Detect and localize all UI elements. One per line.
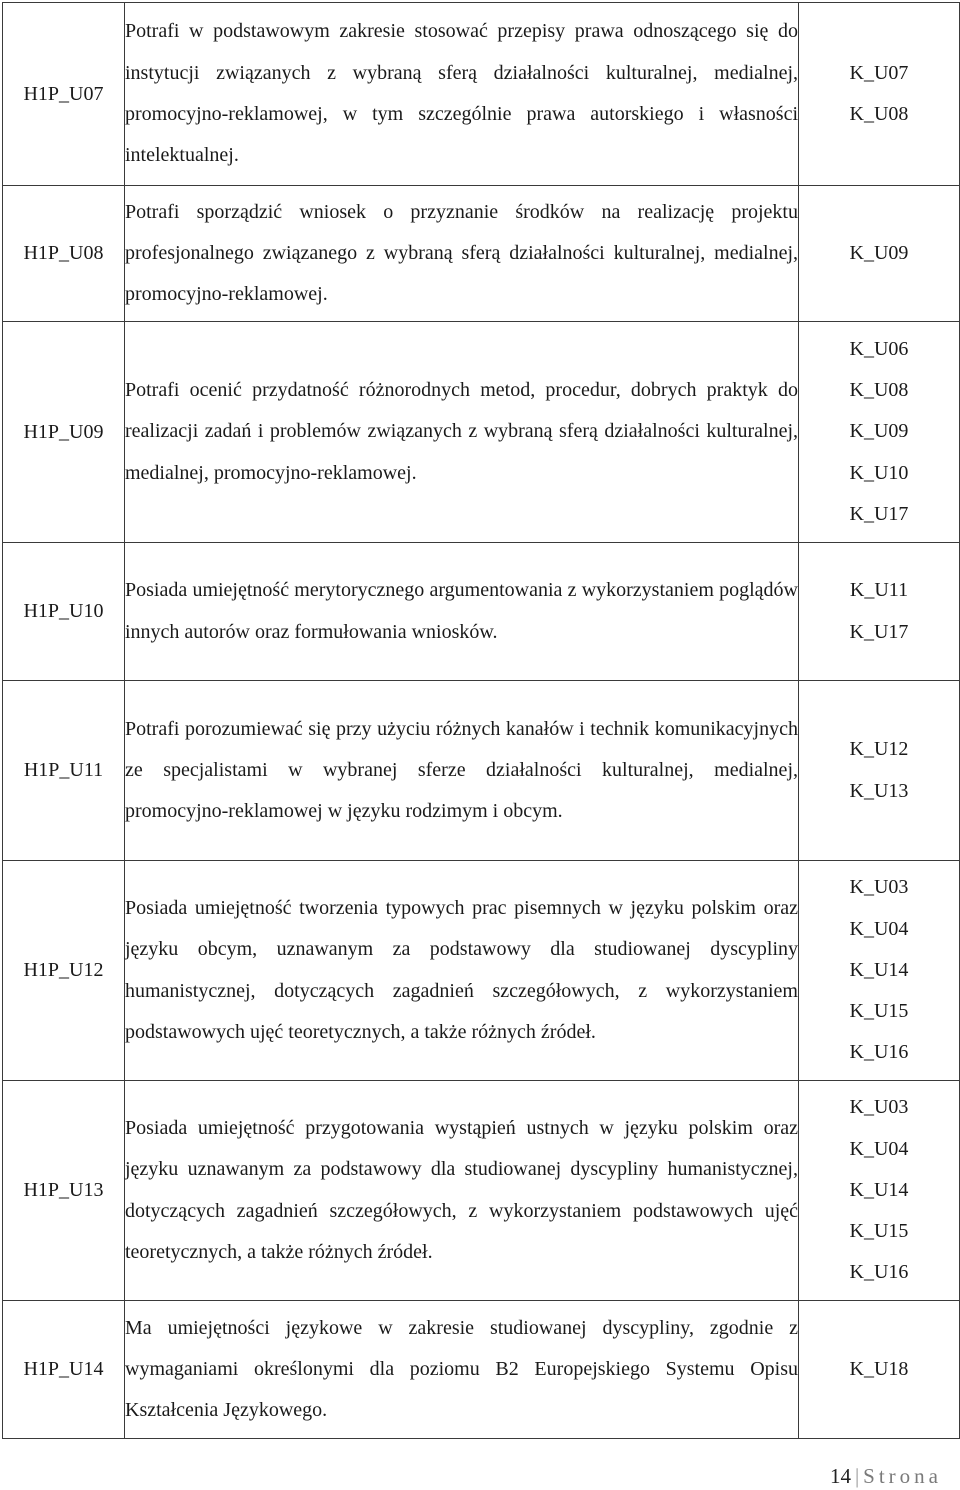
outcome-refs: [799, 186, 960, 322]
outcome-code: H1P_U08: [3, 186, 125, 322]
outcome-description: Potrafi sporządzić wniosek o przyznanie środków na realizację projektu profesjonalnego związanego z wybraną sferą działalności kulturalnej, medialnej, promocyjno-reklamowej.: [125, 186, 799, 322]
outcome-ref: K_U10: [849, 461, 909, 484]
outcome-ref: K_U08: [849, 379, 909, 402]
outcome-ref: K_U04: [849, 917, 909, 940]
outcome-refs: [799, 322, 960, 543]
outcome-ref: K_U17: [849, 620, 909, 643]
outcome-ref: K_U15: [849, 1000, 909, 1023]
outcome-code: H1P_U13: [3, 1081, 125, 1301]
outcome-ref: K_U13: [849, 779, 909, 802]
outcome-ref: K_U15: [849, 1220, 909, 1243]
outcome-ref: K_U18: [849, 1357, 909, 1380]
outcome-description: Posiada umiejętność tworzenia typowych prac pisemnych w języku polskim oraz języku obcym, uznawanym za podstawowy dla studiowanej dyscypliny humanistycznej, dotyczących zagadnień szczegółowych, z wykorzystaniem podstawowych ujęć teoretycznych, a także różnych źródeł.: [125, 861, 799, 1081]
outcome-refs: [799, 1081, 960, 1301]
outcome-ref: K_U08: [849, 103, 909, 125]
outcome-ref: K_U09: [849, 420, 909, 443]
outcome-refs: [799, 3, 960, 186]
table-row: [3, 322, 960, 543]
table-body: [3, 3, 960, 1439]
outcome-description: Potrafi porozumiewać się przy użyciu różnych kanałów i technik komunikacyjnych ze specjalistami w wybranej sferze działalności kulturalnej, medialnej, promocyjno-reklamowej w języku rodzimym i obcym.: [125, 681, 799, 861]
table-row: [3, 543, 960, 681]
outcome-refs: [799, 861, 960, 1081]
outcome-ref: K_U07: [849, 61, 909, 84]
outcome-ref: K_U12: [849, 738, 909, 761]
page-footer: [830, 1464, 942, 1489]
outcome-ref: K_U16: [849, 1261, 909, 1284]
outcome-ref: K_U17: [849, 502, 909, 525]
table-row: [3, 681, 960, 861]
page-label: Strona: [863, 1464, 942, 1488]
outcome-ref: K_U14: [849, 1178, 909, 1201]
outcome-code: H1P_U11: [3, 681, 125, 861]
table-row: [3, 1081, 960, 1301]
footer-separator: |: [854, 1464, 860, 1488]
outcome-ref: K_U09: [849, 241, 909, 264]
outcome-ref: K_U14: [849, 958, 909, 981]
learning-outcomes-table: [2, 2, 960, 1439]
outcome-description: Potrafi w podstawowym zakresie stosować przepisy prawa odnoszącego się do instytucji związanych z wybraną sferą działalności kulturalnej, medialnej, promocyjno-reklamowej, w tym szczególnie prawa autorskiego i własności intelektualnej.: [125, 3, 799, 186]
outcome-code: H1P_U09: [3, 322, 125, 543]
outcome-ref: K_U04: [849, 1137, 909, 1160]
table-row: [3, 861, 960, 1081]
page-number: 14: [829, 1464, 851, 1488]
outcome-code: H1P_U10: [3, 543, 125, 681]
outcome-description: Ma umiejętności językowe w zakresie studiowanej dyscypliny, zgodnie z wymaganiami określonymi dla poziomu B2 Europejskiego Systemu Opisu Kształcenia Językowego.: [125, 1301, 799, 1439]
outcome-ref: K_U16: [849, 1041, 909, 1064]
outcome-description: Potrafi ocenić przydatność różnorodnych metod, procedur, dobrych praktyk do realizacji zadań i problemów związanych z wybraną sferą działalności kulturalnej, medialnej, promocyjno-reklamowej.: [125, 322, 799, 543]
outcome-code: H1P_U14: [3, 1301, 125, 1439]
outcome-description: Posiada umiejętność merytorycznego argumentowania z wykorzystaniem poglądów innych autorów oraz formułowania wniosków.: [125, 543, 799, 681]
outcome-refs: [799, 681, 960, 861]
table-row: [3, 3, 960, 186]
outcome-ref: K_U06: [849, 337, 909, 360]
outcome-ref: K_U03: [849, 1096, 909, 1119]
outcome-refs: [799, 543, 960, 681]
outcome-code: H1P_U07: [3, 3, 125, 186]
table-row: [3, 186, 960, 322]
outcome-description: Posiada umiejętność przygotowania wystąpień ustnych w języku polskim oraz języku uznawanym za podstawowy dla studiowanej dyscypliny humanistycznej, dotyczących zagadnień szczegółowych, z wykorzystaniem podstawowych ujęć teoretycznych, a także różnych źródeł.: [125, 1081, 799, 1301]
table-row: [3, 1301, 960, 1439]
outcome-ref: K_U03: [849, 876, 909, 899]
outcome-refs: [799, 1301, 960, 1439]
outcome-code: H1P_U12: [3, 861, 125, 1081]
outcome-ref: K_U11: [849, 579, 909, 602]
